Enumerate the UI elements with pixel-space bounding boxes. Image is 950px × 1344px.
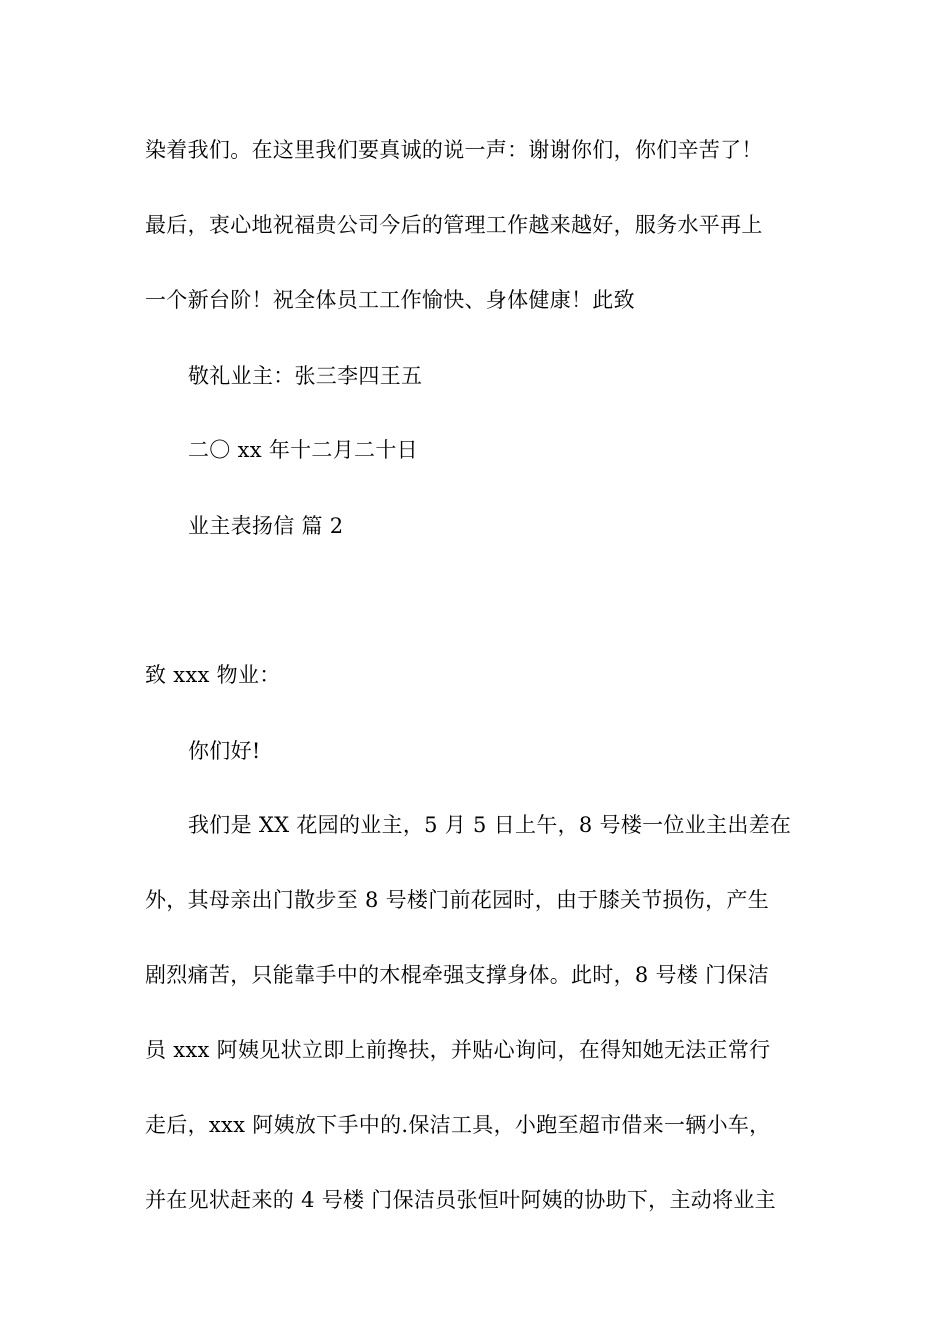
closing-line: 敬礼业主：张三李四王五: [188, 364, 423, 388]
paragraph-line: 最后，衷心地祝福贵公司今后的管理工作越来越好，服务水平再上: [145, 213, 763, 237]
date-line: 二〇 xx 年十二月二十日: [188, 438, 418, 462]
paragraph-line: 剧烈痛苦，只能靠手中的木棍牵强支撑身体。此时，8 号楼 门保洁: [145, 963, 770, 987]
paragraph-line: 一个新台阶！祝全体员工工作愉快、身体健康！此致: [145, 288, 635, 312]
paragraph-line: 外，其母亲出门散步至 8 号楼门前花园时，由于膝关节损伤，产生: [145, 888, 770, 912]
greeting: 你们好!: [188, 739, 261, 763]
section-heading: 业主表扬信 篇 2: [188, 514, 344, 538]
paragraph-line: 染着我们。在这里我们要真诚的说一声：谢谢你们，你们辛苦了！: [145, 138, 763, 162]
salutation: 致 xxx 物业：: [145, 663, 281, 687]
paragraph-line: 并在见状赶来的 4 号楼 门保洁员张恒叶阿姨的协助下，主动将业主: [145, 1188, 776, 1212]
paragraph-line: 我们是 XX 花园的业主，5 月 5 日上午，8 号楼一位业主出差在: [188, 813, 792, 837]
paragraph-line: 走后，xxx 阿姨放下手中的.保洁工具，小跑至超市借来一辆小车，: [145, 1113, 771, 1137]
paragraph-line: 员 xxx 阿姨见状立即上前搀扶，并贴心询问，在得知她无法正常行: [145, 1038, 771, 1062]
